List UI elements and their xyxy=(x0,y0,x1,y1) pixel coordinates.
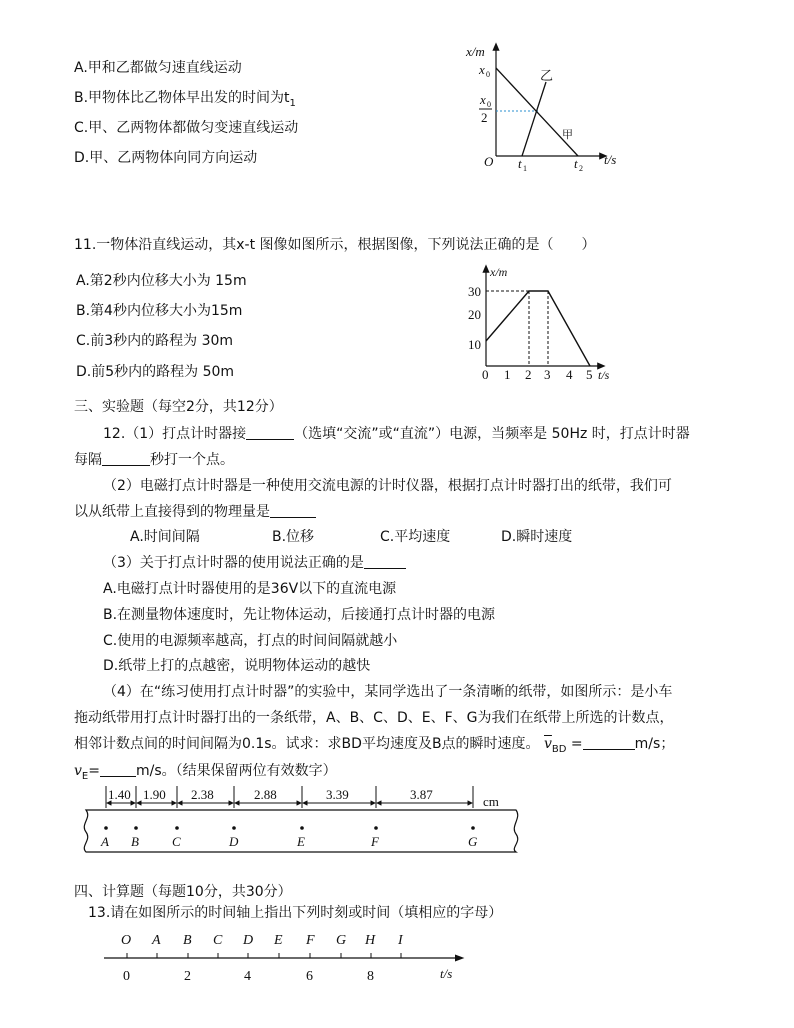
tape-dot-e xyxy=(300,826,304,830)
q10-t2-label: t xyxy=(574,156,578,171)
timeline-figure xyxy=(100,928,480,988)
q12-4-text-c: 相邻计数点间的时间间隔为0.1s。试求：求BD平均速度及B点的瞬时速度。 xyxy=(74,736,540,752)
ve-eq: = xyxy=(88,763,100,779)
q11-xtick-2: 2 xyxy=(525,367,532,382)
q12-2-line2 xyxy=(74,503,316,521)
q10-graph xyxy=(462,40,622,175)
q10-label-jia: 甲 xyxy=(562,129,573,141)
q13-stem: 13.请在如图所示的时间轴上指出下列时刻或时间（填相应的字母） xyxy=(88,905,503,921)
q12-1-line2 xyxy=(74,451,234,469)
tape-dist-bc: 1.90 xyxy=(143,787,166,802)
ve-sub: E xyxy=(81,770,89,782)
q11-y-axis-label: x/m xyxy=(490,265,508,279)
timeline-letter-e: E xyxy=(274,933,283,948)
tape-dist-ef: 3.39 xyxy=(326,787,349,802)
timeline-letter-o: O xyxy=(121,933,132,948)
tape-point-f: F xyxy=(371,834,379,849)
q10-t2-sub: 2 xyxy=(579,164,583,173)
timeline-letter-b: B xyxy=(183,933,192,948)
section4-title: 四、计算题（每题10分，共30分） xyxy=(74,884,292,900)
tape-dot-f xyxy=(374,826,378,830)
tape-dist-fg: 3.87 xyxy=(410,787,433,802)
q10-option-b-sub: 1 xyxy=(289,97,296,109)
q12-1-text-d: 秒打一个点。 xyxy=(150,452,234,468)
ve-label: v xyxy=(74,763,82,779)
q11-stem: 11.一物体沿直线运动，其x-t 图像如图所示，根据图像，下列说法正确的是（ ） xyxy=(74,237,596,253)
q12-4-line2: 拖动纸带用打点计时器打出的一条纸带，A、B、C、D、E、F、G为我们在纸带上所选的计数点， xyxy=(74,710,674,726)
timeline-num-8: 8 xyxy=(367,969,374,984)
q11-option-a: A.第2秒内位移大小为 15m xyxy=(76,273,247,289)
tape-dot-b xyxy=(134,826,138,830)
q12-3-option-d: D.纸带上打的点越密，说明物体运动的越快 xyxy=(103,658,371,674)
vbd-eq: = xyxy=(566,736,583,752)
q11-xtick-5: 5 xyxy=(586,367,593,382)
tape-point-g: G xyxy=(468,834,478,849)
q10-line-yi xyxy=(522,82,546,156)
q10-origin: O xyxy=(484,154,494,169)
q11-xtick-4: 4 xyxy=(566,367,573,382)
timeline-letter-c: C xyxy=(213,933,223,948)
q12-3-text: （3）关于打点计时器的使用说法正确的是 xyxy=(103,555,364,571)
q11-ytick-30: 30 xyxy=(468,284,481,299)
q12-1-line1 xyxy=(103,425,690,443)
q11-xtick-3: 3 xyxy=(544,367,551,382)
q10-option-a: A.甲和乙都做匀速直线运动 xyxy=(74,60,242,76)
q12-2-blank[interactable] xyxy=(270,503,316,518)
q12-3-stem xyxy=(103,554,406,572)
timeline-num-2: 2 xyxy=(184,969,191,984)
vbd-sub: BD xyxy=(551,743,567,755)
q12-2-option-c: C.平均速度 xyxy=(380,529,451,545)
vbd-blank[interactable] xyxy=(583,735,635,750)
q10-label-yi: 乙 xyxy=(540,68,554,83)
q12-1-blank-power[interactable] xyxy=(246,425,294,440)
q12-4-line3 xyxy=(74,735,674,759)
tape-point-d: D xyxy=(229,834,239,849)
q12-4-line1: （4）在“练习使用打点计时器”的实验中，某同学选出了一条清晰的纸带，如图所示：是小车 xyxy=(103,684,673,700)
q10-t1-sub: 1 xyxy=(523,164,527,173)
q10-y-half-num-sub: 0 xyxy=(487,100,491,109)
q12-1-blank-interval[interactable] xyxy=(102,451,150,466)
q10-option-b xyxy=(74,89,296,113)
timeline-letter-a: A xyxy=(152,933,161,948)
q10-line-jia xyxy=(496,68,578,156)
q12-1-text-a: 12.（1）打点计时器接 xyxy=(103,426,247,442)
q12-2-option-d: D.瞬时速度 xyxy=(501,529,573,545)
q11-option-c: C.前3秒内的路程为 30m xyxy=(76,333,234,349)
q11-option-b: B.第4秒内位移大小为15m xyxy=(76,303,243,319)
ve-blank[interactable] xyxy=(100,762,136,777)
q10-option-c: C.甲、乙两物体都做匀变速直线运动 xyxy=(74,120,299,136)
q11-xtick-1: 1 xyxy=(504,367,511,382)
section3-title: 三、实验题（每空2分，共12分） xyxy=(74,399,283,415)
tape-point-c: C xyxy=(172,834,181,849)
q11-graph xyxy=(462,262,622,386)
q10-x-axis-label: t/s xyxy=(604,152,617,167)
q10-y-axis-label: x/m xyxy=(466,44,485,59)
timeline-axis-label: t/s xyxy=(440,966,453,981)
q12-2-line1: （2）电磁打点计时器是一种使用交流电源的计时仪器，根据打点计时器打出的纸带，我们可 xyxy=(103,478,672,494)
timeline-num-4: 4 xyxy=(244,969,251,984)
q11-xtick-0: 0 xyxy=(482,367,489,382)
tape-point-a: A xyxy=(101,834,109,849)
q10-option-d: D.甲、乙两物体向同方向运动 xyxy=(74,150,258,166)
q12-1-text-b: （选填“交流”或“直流”）电源，当频率是 50Hz 时，打点计时器 xyxy=(294,426,690,442)
q12-3-blank[interactable] xyxy=(364,554,406,569)
q10-y-top-label: x xyxy=(479,62,485,77)
tape-dist-de: 2.88 xyxy=(254,787,277,802)
tape-point-b: B xyxy=(131,834,139,849)
q12-2-option-b: B.位移 xyxy=(272,529,315,545)
ve-unit: m/s。（结果保留两位有效数字） xyxy=(135,763,337,779)
q10-t1-label: t xyxy=(518,156,522,171)
q12-3-option-b: B.在测量物体速度时，先让物体运动，后接通打点计时器的电源 xyxy=(103,607,496,623)
tape-dist-ab: 1.40 xyxy=(108,787,131,802)
timeline-letter-i: I xyxy=(398,933,403,948)
q10-option-b-text: B.甲物体比乙物体早出发的时间为t xyxy=(74,90,290,106)
tape-dot-c xyxy=(175,826,179,830)
tape-unit: cm xyxy=(483,794,499,809)
timeline-letter-d: D xyxy=(243,933,254,948)
q12-2-option-a: A.时间间隔 xyxy=(130,529,200,545)
timeline-num-0: 0 xyxy=(123,969,130,984)
tape-dist-cd: 2.38 xyxy=(191,787,214,802)
q11-option-d: D.前5秒内的路程为 50m xyxy=(76,364,235,380)
timeline-letter-h: H xyxy=(365,933,376,948)
q11-xt-line xyxy=(486,291,590,366)
paper-tape-figure xyxy=(78,782,520,860)
q12-1-text-c: 每隔 xyxy=(74,452,102,468)
q11-x-axis-label: t/s xyxy=(598,368,610,382)
vbd-label: $\overline{v}$ xyxy=(544,736,552,752)
q10-y-half-num: x xyxy=(480,92,486,107)
q11-ytick-10: 10 xyxy=(468,337,481,352)
q12-3-option-a: A.电磁打点计时器使用的是36V以下的直流电源 xyxy=(103,581,397,597)
timeline-letter-f: F xyxy=(306,933,315,948)
q11-ytick-20: 20 xyxy=(468,307,481,322)
q12-3-option-c: C.使用的电源频率越高，打点的时间间隔就越小 xyxy=(103,633,398,649)
tape-dot-a xyxy=(104,826,108,830)
tape-point-e: E xyxy=(297,834,305,849)
q10-y-top-sub: 0 xyxy=(486,70,490,79)
tape-dot-d xyxy=(232,826,236,830)
timeline-num-6: 6 xyxy=(306,969,313,984)
tape-dot-g xyxy=(471,826,475,830)
timeline-letter-g: G xyxy=(336,933,347,948)
q10-y-half-den: 2 xyxy=(481,110,488,125)
q12-2-text-b: 以从纸带上直接得到的物理量是 xyxy=(74,504,270,520)
vbd-unit: m/s； xyxy=(634,736,675,752)
